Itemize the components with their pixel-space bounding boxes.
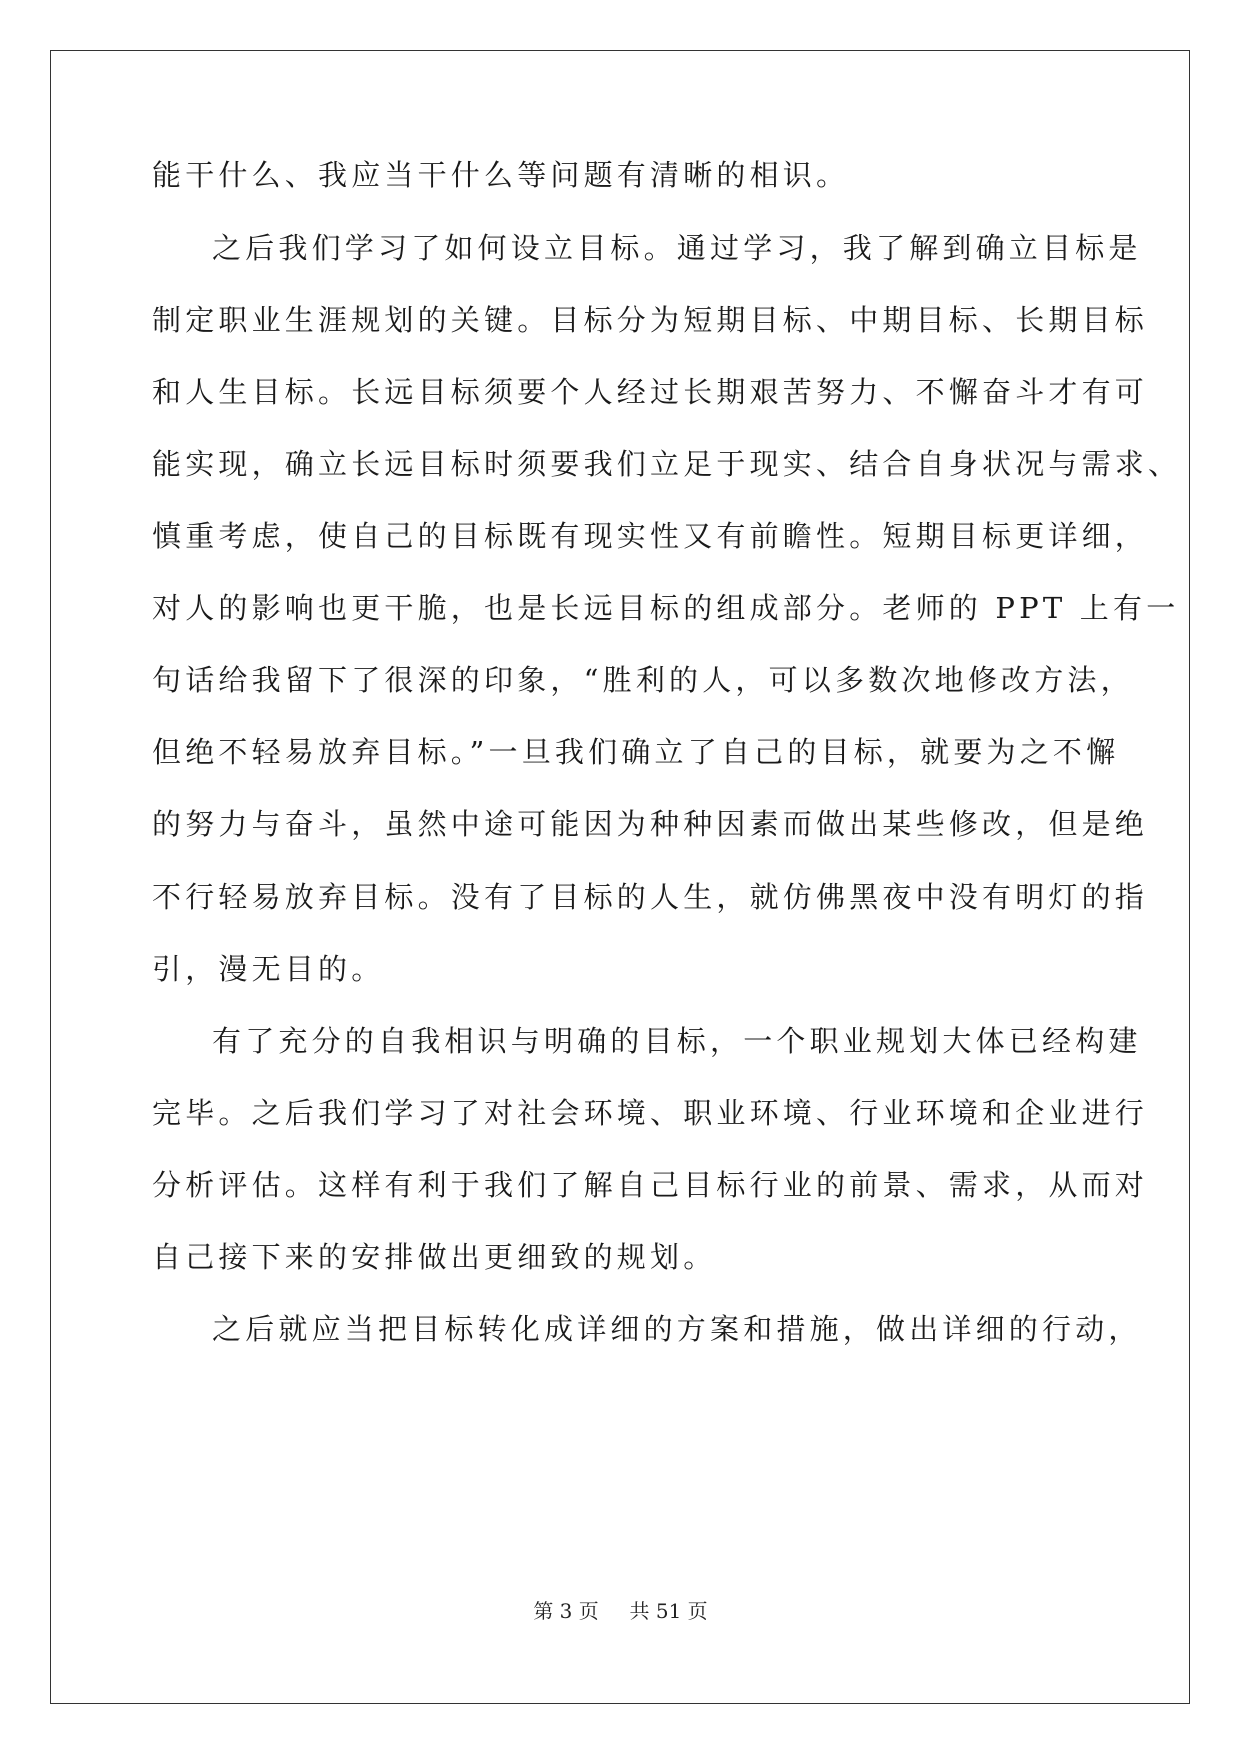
text-line: 引，漫无目的。	[152, 952, 385, 986]
text-line: 完毕。之后我们学习了对社会环境、职业环境、行业环境和企业进行	[152, 1096, 1149, 1130]
text-line: 和人生目标。长远目标须要个人经过长期艰苦努力、不懈奋斗才有可	[152, 375, 1149, 409]
page-number: 第 3 页	[533, 1599, 599, 1623]
page-footer	[0, 1597, 1241, 1625]
paragraph-start-line: 有了充分的自我相识与明确的目标，一个职业规划大体已经构建	[212, 1024, 1142, 1058]
text-line: 不行轻易放弃目标。没有了目标的人生，就仿佛黑夜中没有明灯的指	[152, 880, 1149, 914]
text-line: 分析评估。这样有利于我们了解自己目标行业的前景、需求，从而对	[152, 1168, 1149, 1202]
text-line: 慎重考虑，使自己的目标既有现实性又有前瞻性。短期目标更详细，	[152, 519, 1149, 553]
paragraph-start-line: 之后就应当把目标转化成详细的方案和措施，做出详细的行动，	[212, 1312, 1142, 1346]
text-line: 但绝不轻易放弃目标。”一旦我们确立了自己的目标，就要为之不懈	[152, 735, 1120, 769]
text-line: 对人的影响也更干脆，也是长远目标的组成部分。老师的 PPT 上有一	[152, 591, 1180, 625]
text-line: 句话给我留下了很深的印象，“胜利的人，可以多数次地修改方法，	[152, 663, 1134, 697]
text-line: 能实现，确立长远目标时须要我们立足于现实、结合自身状况与需求、	[152, 447, 1182, 481]
text-line: 能干什么、我应当干什么等问题有清晰的相识。	[152, 158, 850, 192]
text-line: 制定职业生涯规划的关键。目标分为短期目标、中期目标、长期目标	[152, 303, 1149, 337]
paragraph-start-line: 之后我们学习了如何设立目标。通过学习，我了解到确立目标是	[212, 231, 1142, 265]
text-line: 自己接下来的安排做出更细致的规划。	[152, 1240, 717, 1274]
text-line: 的努力与奋斗，虽然中途可能因为种种因素而做出某些修改，但是绝	[152, 807, 1149, 841]
total-pages: 共 51 页	[629, 1599, 708, 1623]
